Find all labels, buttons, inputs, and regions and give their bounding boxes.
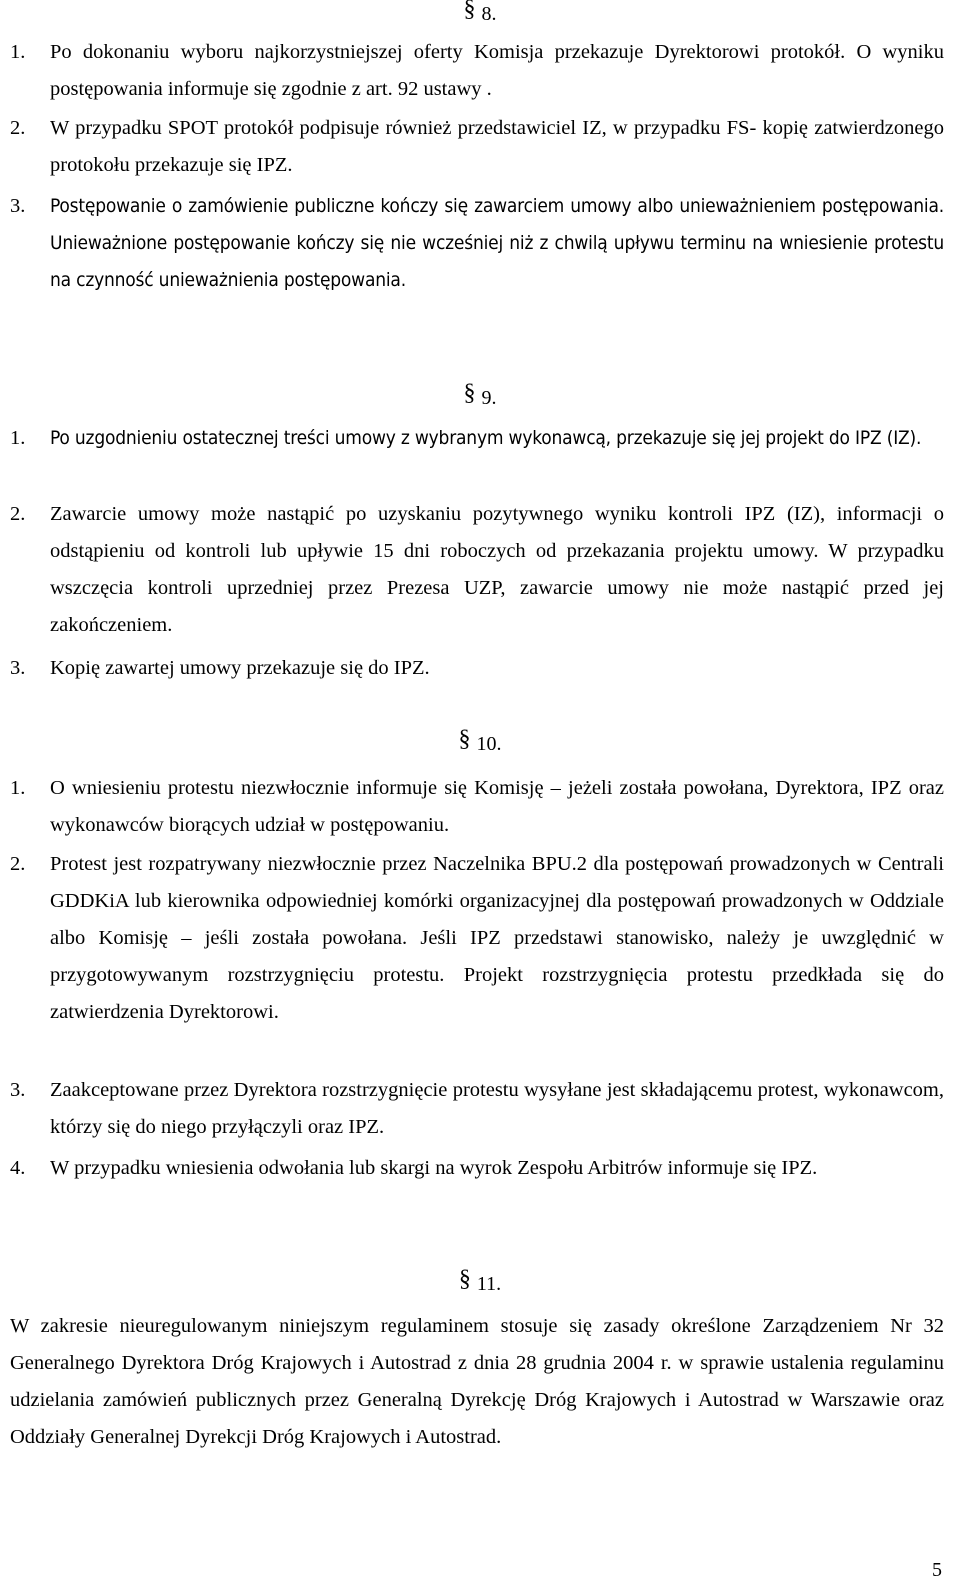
list-item: 2. W przypadku SPOT protokół podpisuje również przedstawiciel IZ, w przypadku FS- kopię zatwierdzonego protokołu przekazuje się IPZ. — [10, 117, 944, 176]
section-mark: § — [463, 380, 476, 406]
list-item: 1. O wniesieniu protestu niezwłocznie informuje się Komisję – jeżeli została powołana, Dyrektora, IPZ oraz wykonawców biorących udział w postępowaniu. — [10, 777, 944, 836]
page-number: 5 — [932, 1559, 942, 1581]
list-item: 4. W przypadku wniesienia odwołania lub skargi na wyrok Zespołu Arbitrów informuje się IPZ. — [10, 1157, 818, 1179]
section-mark: § — [458, 726, 471, 752]
list-item: 1. Po uzgodnieniu ostatecznej treści umowy z wybranym wykonawcą, przekazuje się jej projekt do IPZ (IZ). — [10, 427, 922, 449]
list-item: 2. Zawarcie umowy może nastąpić po uzyskaniu pozytywnego wyniku kontroli IPZ (IZ), informacji o odstąpieniu od kontroli lub upływie 15 dni roboczych od przekazania projektu umowy. W przypadku wszczęcia kontroli uprzedniej przez Prezesa UZP, zawarcie umowy nie może nastąpić przed jej zakończeniem. — [10, 503, 944, 636]
list-item: 3. Postępowanie o zamówienie publiczne kończy się zawarciem umowy albo unieważnieniem postępowania. Unieważnione postępowanie kończy się nie wcześniej niż z chwilą upływu terminu na wniesienie protestu na czynność unieważnienia postępowania. — [10, 195, 944, 291]
list-item: 1. Po dokonaniu wyboru najkorzystniejszej oferty Komisja przekazuje Dyrektorowi protokół. O wyniku postępowania informuje się zgodnie z art. 92 ustawy . — [10, 41, 944, 100]
section-mark: § — [463, 0, 476, 22]
section-heading-9: § 9. — [463, 380, 497, 409]
list-item: 3. Zaakceptowane przez Dyrektora rozstrzygnięcie protestu wysyłane jest składającemu protest, wykonawcom, którzy się do niego przyłączyli oraz IPZ. — [10, 1079, 944, 1138]
section-heading-11: § 11. — [458, 1266, 502, 1295]
section-heading-10: § 10. — [458, 726, 502, 755]
list-item: 2. Protest jest rozpatrywany niezwłocznie przez Naczelnika BPU.2 dla postępowań prowadzonych w Centrali GDDKiA lub kierownika odpowiedniej komórki organizacyjnej dla postępowań prowadzonych w Oddziale albo Komisję – jeśli została powołana. Jeśli IPZ przedstawi stanowisko, należy je uwzględnić w przygotowywanym rozstrzygnięciu protestu. Projekt rozstrzygnięcia protestu przedkłada się do zatwierdzenia Dyrektorowi. — [10, 853, 944, 1023]
section-heading-8: § 8. — [0, 0, 960, 27]
section-mark: § — [458, 1266, 471, 1292]
closing-paragraph: W zakresie nieuregulowanym niniejszym regulaminem stosuje się zasady określone Zarządzeniem Nr 32 Generalnego Dyrektora Dróg Krajowych i Autostrad z dnia 28 grudnia 2004 r. w sprawie ustalenia regulaminu udzielania zamówień publicznych przez Generalną Dyrekcję Dróg Krajowych i Autostrad w Warszawie oraz Oddziały Generalnej Dyrekcji Dróg Krajowych i Autostrad. — [10, 1315, 944, 1448]
list-item: 3. Kopię zawartej umowy przekazuje się do IPZ. — [10, 657, 430, 679]
